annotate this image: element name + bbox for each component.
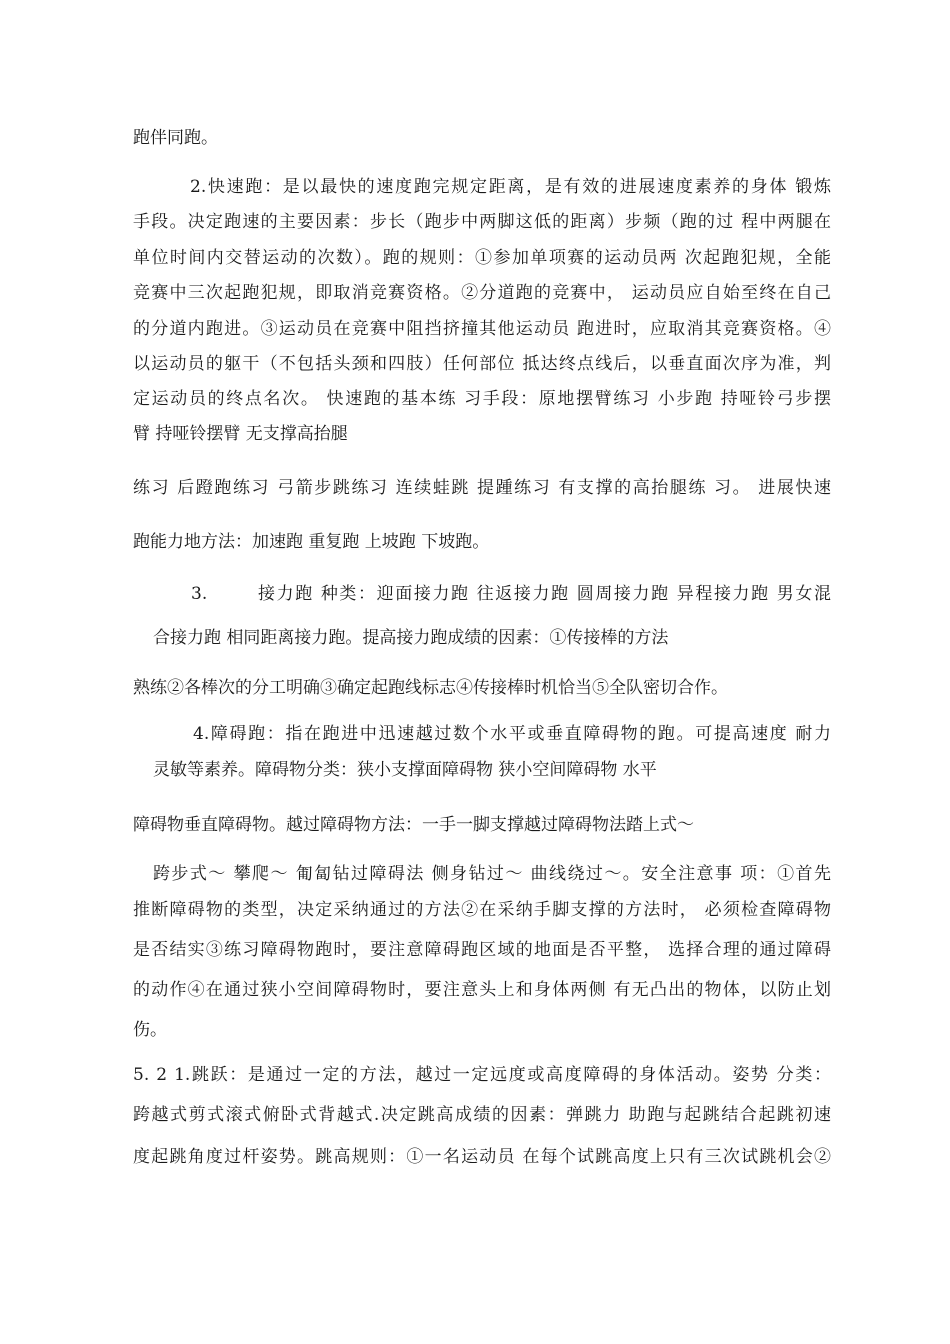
text-line: 灵敏等素养。障碍物分类：狭小支撑面障碍物 狭小空间障碍物 水平 (153, 760, 657, 780)
text-line: 单位时间内交替运动的次数）。跑的规则：①参加单项赛的运动员两 次起跑犯规，全能 (133, 248, 831, 268)
text-line: 5. 2 1.跳跃：是通过一定的方法，越过一定远度或高度障碍的身体活动。姿势 分类： (133, 1065, 831, 1085)
text-line: 伤。 (133, 1020, 167, 1040)
text-line: 定运动员的终点名次。 快速跑的基本练 习手段：原地摆臂练习 小步跑 持哑铃弓步摆 (133, 389, 831, 409)
text-line: 手段。决定跑速的主要因素：步长（跑步中两脚这低的距离）步频（跑的过 程中两腿在 (133, 212, 831, 232)
text-line: 接力跑 种类：迎面接力跑 往返接力跑 圆周接力跑 异程接力跑 男女混 (258, 584, 831, 604)
text-line: 的分道内跑进。③运动员在竞赛中阻挡挤撞其他运动员 跑进时，应取消其竞赛资格。④ (133, 319, 831, 339)
text-line: 熟练②各棒次的分工明确③确定起跑线标志④传接棒时机恰当⑤全队密切合作。 (133, 678, 728, 698)
text-line: 4.障碍跑：指在跑进中迅速越过数个水平或垂直障碍物的跑。可提高速度 耐力 (193, 724, 831, 744)
text-line: 臂 持哑铃摆臂 无支撑高抬腿 (133, 424, 348, 444)
text-line: 练习 后蹬跑练习 弓箭步跳练习 连续蛙跳 提踵练习 有支撑的高抬腿练 习。 进展快速 (133, 478, 831, 498)
text-line: 度起跳角度过杆姿势。跳高规则：①一名运动员 在每个试跳高度上只有三次试跳机会② (133, 1147, 831, 1167)
text-line: 是否结实③练习障碍物跑时，要注意障碍跑区域的地面是否平整， 选择合理的通过障碍 (133, 940, 831, 960)
text-line: 合接力跑 相同距离接力跑。提高接力跑成绩的因素：①传接棒的方法 (153, 628, 669, 648)
text-line: 跨步式〜 攀爬〜 匍匐钻过障碍法 侧身钻过〜 曲线绕过〜。安全注意事 项：①首先 (153, 864, 831, 884)
text-line: 障碍物垂直障碍物。越过障碍物方法：一手一脚支撑越过障碍物法踏上式〜 (133, 815, 694, 835)
text-line: 以运动员的躯干（不包括头颈和四肢）任何部位 抵达终点线后，以垂直面次序为准，判 (133, 354, 831, 374)
text-line: 跑能力地方法：加速跑 重复跑 上坡跑 下坡跑。 (133, 532, 490, 552)
text-line: 跨越式剪式滚式俯卧式背越式.决定跳高成绩的因素：弹跳力 助跑与起跳结合起跳初速 (133, 1105, 831, 1125)
text-line: 推断障碍物的类型，决定采纳通过的方法②在采纳手脚支撑的方法时， 必须检查障碍物 (133, 900, 831, 920)
text-line: 2.快速跑：是以最快的速度跑完规定距离，是有效的进展速度素养的身体 锻炼 (190, 177, 831, 197)
text-line: 竞赛中三次起跑犯规，即取消竞赛资格。②分道跑的竞赛中， 运动员应自始至终在自己 (133, 283, 831, 303)
text-line: 跑伴同跑。 (133, 128, 218, 148)
text-line: 的动作④在通过狭小空间障碍物时，要注意头上和身体两侧 有无凸出的物体，以防止划 (133, 980, 831, 1000)
text-line: 3. (191, 584, 208, 604)
